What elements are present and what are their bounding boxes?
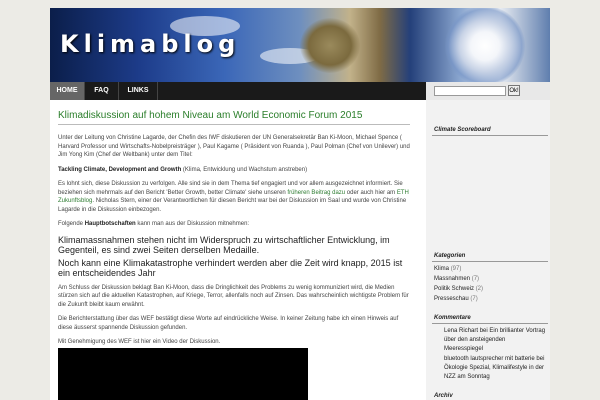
post-paragraph-report [58, 180, 410, 214]
messages-bold: Hauptbotschaften [84, 221, 136, 227]
page [50, 8, 550, 400]
key-message-1: Klimamassnahmen stehen nicht im Widerspruch zu wirtschaftlicher Entwicklung, im Gegenteil, es sind zwei Seiten derselben Medaille. [58, 234, 390, 255]
comment-link[interactable]: bei [536, 356, 545, 362]
post-paragraph-topic [58, 166, 410, 175]
categories-heading: Kategorien [434, 253, 466, 259]
comment-author[interactable]: bluetooth lautsprecher mit batterie [444, 356, 535, 362]
comment-item[interactable] [444, 356, 544, 362]
sidebar [426, 100, 550, 400]
nav-faq[interactable]: FAQ [85, 82, 119, 100]
category-item-presseschau[interactable] [434, 296, 478, 302]
post-paragraph-media: Die Berichterstattung über das WEF bestätigt diese Worte auf eindrückliche Weise. In keiner Zeitung habe ich einen Hinweis auf diese äusserst spannende Diskussion gefunden. [58, 316, 399, 331]
search-input[interactable] [434, 86, 506, 96]
category-label[interactable]: Politik Schweiz [434, 286, 475, 292]
category-count: (7) [470, 296, 478, 302]
search-button[interactable]: Ok! [508, 85, 520, 96]
category-label[interactable]: Klima [434, 266, 450, 272]
report-text-b: oder auch hier am [346, 189, 396, 196]
comment-link[interactable]: bei Ein brillianter Vortrag [479, 328, 546, 334]
category-item-politik-schweiz[interactable] [434, 286, 483, 292]
topic-translation: (Klima, Entwicklung und Wachstum anstreben) [182, 166, 308, 173]
messages-text-b: kann man aus der Diskussion mitnehmen: [137, 221, 250, 227]
nav-links[interactable]: LINKS [119, 82, 158, 100]
category-item-massnahmen[interactable] [434, 276, 479, 282]
header-banner [50, 8, 550, 82]
comment-author[interactable]: Lena Richart [444, 328, 479, 334]
post-paragraph-intro: Unter der Leitung von Christine Lagarde, der Chefin des IWF diskutieren der UN Generalsekretär Ban Ki-Moon, Michael Spence ( Harvard Professor und Wirtschafts-Nobelpreisträger ), Paul Kagame ( Präsident von Ruanda ), Paul Polman (Chef von Unilever) und Jim Yong Kim (Chef der Weltbank) unter dem Titel: [58, 135, 410, 158]
post-paragraph-video: Mit Genehmigung des WEF ist hier ein Video der Diskussion. [58, 339, 221, 345]
comment-link[interactable]: NZZ am Sonntag [444, 374, 490, 380]
main-content [58, 110, 410, 353]
scoreboard-divider [432, 135, 548, 136]
scoreboard-heading: Climate Scoreboard [434, 127, 491, 133]
search-area [426, 82, 550, 100]
site-title[interactable]: Klimablog [60, 30, 241, 58]
archive-heading: Archiv [434, 393, 453, 399]
comment-item[interactable] [444, 365, 544, 371]
comment-item[interactable] [444, 337, 505, 343]
title-divider [58, 124, 410, 125]
nav-home[interactable]: HOME [50, 82, 85, 100]
hurricane-image [445, 8, 525, 82]
messages-text-a: Folgende [58, 221, 84, 227]
topic-title: Tackling Climate, Development and Growth [58, 166, 182, 173]
continent-image [300, 18, 360, 73]
post-paragraph-messages [58, 220, 410, 229]
comments-divider [432, 323, 548, 324]
earlier-post-link[interactable]: früheren Beitrag dazu [287, 189, 346, 196]
category-count: (97) [450, 266, 462, 272]
report-text-a: Es lohnt sich, diese Diskussion zu verfolgen. Alle sind sie in dem Thema tief engagiert und vor allem ausgezeichnet informiert. Sie beziehen sich mehrmals auf den Bericht 'Better Growth, better Climate' siehe unseren [58, 181, 403, 196]
video-player[interactable] [58, 348, 308, 400]
comment-item[interactable] [444, 346, 483, 352]
comment-link[interactable]: über den ansteigenden [444, 337, 506, 343]
category-label[interactable]: Massnahmen [434, 276, 471, 282]
comment-item[interactable] [444, 328, 545, 334]
category-label[interactable]: Presseschau [434, 296, 469, 302]
category-count: (7) [471, 276, 480, 282]
report-text-c: . Nicholas Stern, einer der Verantwortlichen für diesen Bericht war bei der Diskussion im Saal und wurde von Christine Lagarde in die Diskussion einbezogen. [58, 198, 407, 213]
category-count: (2) [475, 286, 484, 292]
post-paragraph-conclusion: Am Schluss der Diskussion beklagt Ban Ki-Moon, dass die Dringlichkeit des Problems zu wenig kommuniziert wird, die Medien stürzen sich auf die aktuellen Katastrophen, auf Kriege, Terror, allenfalls noch auf Zinsen. Das wahrscheinlich wichtigste Problem für die Zukunft bleibt kaum erwähnt. [58, 284, 409, 308]
comments-heading: Kommentare [434, 315, 471, 321]
comment-link[interactable]: Ökologie Spezial, Klimalifestyle in der [444, 365, 545, 371]
eth-blog-link[interactable]: ETH Zukunftsblog [58, 189, 409, 204]
key-message-2: Noch kann eine Klimakatastrophe verhindert werden aber die Zeit wird knapp, 2015 ist ein entscheidendes Jahr [58, 257, 403, 278]
comment-link[interactable]: Meeresspiegel [444, 346, 484, 352]
comment-item[interactable] [444, 374, 490, 380]
categories-divider [432, 261, 548, 262]
post-title[interactable]: Klimadiskussion auf hohem Niveau am World Economic Forum 2015 [58, 110, 363, 121]
category-item-klima[interactable] [434, 266, 461, 272]
